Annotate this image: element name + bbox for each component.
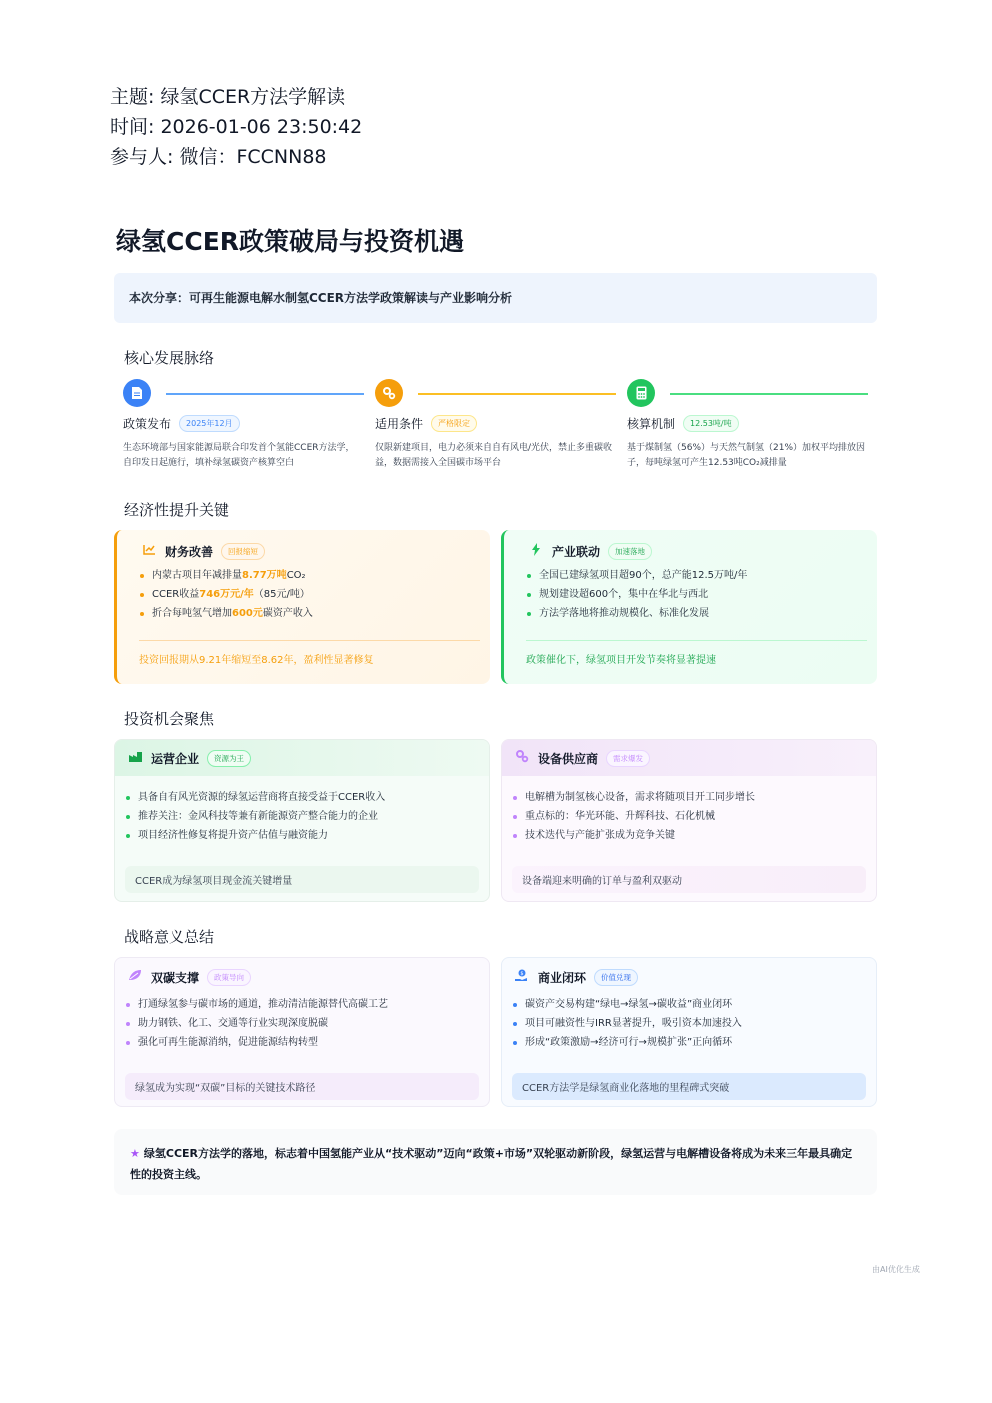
- card-title: 双碳支撑: [151, 970, 200, 985]
- document-icon: [123, 379, 151, 407]
- card-operators: [114, 739, 490, 902]
- card-business: [501, 957, 877, 1107]
- timeline-badge: 12.53吨/吨: [683, 415, 739, 432]
- card-note: 设备端迎来明确的订单与盈利双驱动: [512, 866, 866, 893]
- card-badge: 政策导向: [207, 969, 251, 986]
- list-item: 电解槽为制氢核心设备，需求将随项目开工同步增长: [512, 788, 755, 807]
- card-note: 绿氢成为实现“双碳”目标的关键技术路径: [125, 1073, 479, 1100]
- card-title: 商业闭环: [538, 970, 587, 985]
- card-title: 财务改善: [165, 545, 214, 559]
- factory-icon: [127, 751, 143, 766]
- divider: [139, 640, 480, 641]
- timeline-label: 政策发布: [123, 417, 172, 431]
- leaf-icon: [127, 969, 143, 985]
- list-item: 技术迭代与产能扩张成为竞争关键: [512, 826, 755, 845]
- list-item: 折合每吨氢气增加600元碳资产收入: [139, 604, 313, 623]
- card-finance: [114, 530, 490, 684]
- section-title-economics: 经济性提升关键: [124, 501, 230, 519]
- timeline-desc: 基于煤制氢（56%）与天然气制氢（21%）加权平均排放因子，每吨绿氢可产生12.53吨CO₂减排量: [627, 443, 866, 468]
- timeline-label: 核算机制: [627, 417, 676, 431]
- section-title-strategy: 战略意义总结: [124, 928, 215, 946]
- card-title: 产业联动: [552, 545, 601, 559]
- meta-participants: 参与人: 微信：FCCNN88: [110, 146, 327, 168]
- bullet-list: [139, 566, 313, 623]
- closing-summary: [114, 1129, 877, 1195]
- bullet-list: [125, 995, 388, 1052]
- meta-block: [110, 82, 362, 172]
- meta-time: 时间: 2026-01-06 23:50:42: [110, 116, 363, 138]
- page-title: 绿氢CCER政策破局与投资机遇: [116, 227, 465, 256]
- list-item: 碳资产交易构建“绿电→绿氢→碳收益”商业闭环: [512, 995, 742, 1014]
- list-item: 方法学落地将推动规模化、标准化发展: [526, 604, 747, 623]
- chart-line-icon: [141, 544, 157, 559]
- timeline-connector: [670, 393, 868, 395]
- list-item: 重点标的：华光环能、升辉科技、石化机械: [512, 807, 755, 826]
- section-title-investment: 投资机会聚焦: [124, 710, 215, 728]
- bullet-list: [512, 995, 742, 1052]
- bullet-list: [512, 788, 755, 845]
- card-note: CCER方法学是绿氢商业化落地的里程碑式突破: [512, 1073, 866, 1100]
- timeline-desc: 仅限新建项目，电力必须来自自有风电/光伏，禁止多重碳收益，数据需接入全国碳市场平台: [375, 443, 613, 468]
- bullet-list: [526, 566, 747, 623]
- list-item: 项目经济性修复将提升资产估值与融资能力: [125, 826, 385, 845]
- card-badge: 资源为王: [207, 750, 251, 767]
- timeline-item-policy: [123, 415, 240, 432]
- card-industry: [501, 530, 877, 684]
- list-item: CCER收益746万元/年（85元/吨）: [139, 585, 313, 604]
- footer-note: 由AI优化生成: [872, 1265, 920, 1274]
- meta-topic: 主题: 绿氢CCER方法学解读: [110, 86, 346, 108]
- list-item: 具备自有风光资源的绿氢运营商将直接受益于CCER收入: [125, 788, 385, 807]
- card-note: CCER成为绿氢项目现金流关键增量: [125, 866, 479, 893]
- money-hand-icon: [514, 969, 530, 986]
- list-item: 强化可再生能源消纳，促进能源结构转型: [125, 1033, 388, 1052]
- list-item: 推荐关注：金风科技等兼有新能源资产整合能力的企业: [125, 807, 385, 826]
- card-badge: 回报缩短: [221, 543, 265, 560]
- list-item: 全国已建绿氢项目超90个，总产能12.5万吨/年: [526, 566, 747, 585]
- closing-text: 绿氢CCER方法学的落地，标志着中国氢能产业从“技术驱动”迈向“政策+市场”双轮驱动新阶段，绿氢运营与电解槽设备将成为未来三年最具确定性的投资主线。: [130, 1147, 853, 1181]
- list-item: 规划建设超600个，集中在华北与西北: [526, 585, 747, 604]
- gear-icon: [375, 379, 403, 407]
- bullet-list: [125, 788, 385, 845]
- card-suppliers: [501, 739, 877, 902]
- calculator-icon: [627, 379, 655, 407]
- svg-text:$: $: [520, 970, 524, 977]
- timeline-connector: [166, 393, 364, 395]
- star-icon: ★: [130, 1147, 140, 1160]
- card-title: 设备供应商: [538, 751, 599, 766]
- timeline-badge: 2025年12月: [179, 415, 240, 432]
- gears-icon: [514, 749, 530, 767]
- timeline-label: 适用条件: [375, 417, 424, 431]
- list-item: 助力钢铁、化工、交通等行业实现深度脱碳: [125, 1014, 388, 1033]
- timeline-badge: 严格限定: [431, 415, 477, 432]
- intro-banner: 本次分享：可再生能源电解水制氢CCER方法学政策解读与产业影响分析: [114, 273, 877, 323]
- card-title: 运营企业: [151, 751, 200, 766]
- card-note: 政策催化下，绿氢项目开发节奏将显著提速: [526, 655, 716, 666]
- card-carbon: [114, 957, 490, 1107]
- card-badge: 加速落地: [608, 543, 652, 560]
- divider: [526, 640, 867, 641]
- list-item: 形成“政策激励→经济可行→规模扩张”正向循环: [512, 1033, 742, 1052]
- lightning-icon: [528, 543, 544, 560]
- list-item: 项目可融资性与IRR显著提升，吸引资本加速投入: [512, 1014, 742, 1033]
- card-note: 投资回报期从9.21年缩短至8.62年，盈利性显著修复: [139, 655, 374, 666]
- card-badge: 价值兑现: [594, 969, 638, 986]
- timeline-connector: [418, 393, 616, 395]
- list-item: 打通绿氢参与碳市场的通道，推动清洁能源替代高碳工艺: [125, 995, 388, 1014]
- card-badge: 需求爆发: [606, 750, 650, 767]
- timeline-desc: 生态环境部与国家能源局联合印发首个氢能CCER方法学，自印发日起施行，填补绿氢碳资产核算空白: [123, 443, 355, 468]
- timeline-item-conditions: [375, 415, 477, 432]
- timeline-item-accounting: [627, 415, 739, 432]
- list-item: 内蒙古项目年减排量8.77万吨CO₂: [139, 566, 313, 585]
- section-title-timeline: 核心发展脉络: [124, 349, 215, 367]
